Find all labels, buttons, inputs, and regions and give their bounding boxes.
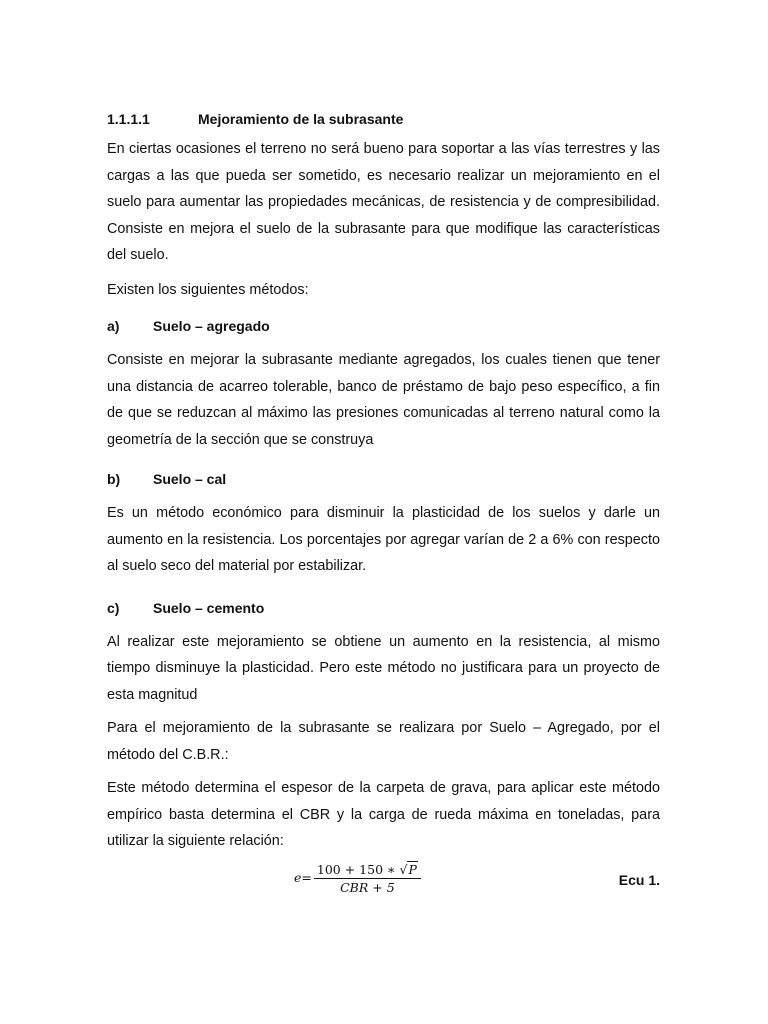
method-title: Suelo – agregado: [153, 318, 270, 334]
document-page: [107, 110, 660, 901]
method-heading-c: [107, 599, 660, 617]
equation-denominator: CBR + 5: [340, 879, 395, 895]
method-heading-a: [107, 317, 660, 335]
method-letter: a): [107, 318, 120, 334]
equation-lhs: e=: [294, 870, 312, 885]
methods-intro: Existen los siguientes métodos:: [107, 281, 309, 298]
method-letter: b): [107, 471, 121, 487]
method-heading-b: [107, 470, 660, 488]
equation-label: Ecu 1.: [618, 871, 660, 888]
method-c-paragraph-2: Para el mejoramiento de la subrasante se realizara por Suelo – Agregado, por el método del C.B.R.:: [107, 720, 660, 763]
method-letter: c): [107, 599, 120, 616]
method-title: Suelo – cemento: [153, 599, 265, 616]
section-title: Mejoramiento de la subrasante: [198, 111, 404, 127]
equation-numerator: 100 + 150 ∗ √ P: [314, 861, 421, 879]
equation: [294, 861, 421, 895]
method-a-paragraph: Consiste en mejorar la subrasante mediante agregados, los cuales tienen que tener una distancia de acarreo tolerable, banco de préstamo de bajo peso específico, a fin de que se reduzcan al máximo las presiones comunicadas al terreno natural como la geometría de la sección que se construya: [107, 352, 660, 448]
intro-paragraph: En ciertas ocasiones el terreno no será bueno para soportar a las vías terrestres y las cargas a las que pueda ser sometido, es necesario realizar un mejoramiento en el suelo para aumentar las propiedades mecánicas, de resistencia y de compresibilidad. Consiste en mejora el suelo de la subrasante para que modifique las características del suelo.: [107, 141, 660, 263]
equation-row: [107, 861, 660, 901]
method-b-paragraph: Es un método económico para disminuir la plasticidad de los suelos y darle un aumento en la resistencia. Los porcentajes por agregar varían de 2 a 6% con respecto al suelo seco del material por estabilizar.: [107, 505, 660, 574]
square-root: √ P: [399, 861, 417, 877]
equation-fraction: [314, 861, 421, 895]
section-heading: [107, 110, 660, 128]
method-c-paragraph-3: Este método determina el espesor de la carpeta de grava, para aplicar este método empírico basta determina el CBR y la carga de rueda máxima en toneladas, para utilizar la siguiente relación:: [107, 780, 660, 849]
method-c-paragraph-1: Al realizar este mejoramiento se obtiene un aumento en la resistencia, al mismo tiempo disminuye la plasticidad. Pero este método no justificara para un proyecto de esta magnitud: [107, 633, 660, 703]
method-title: Suelo – cal: [153, 471, 227, 487]
section-number: 1.1.1.1: [107, 111, 150, 127]
